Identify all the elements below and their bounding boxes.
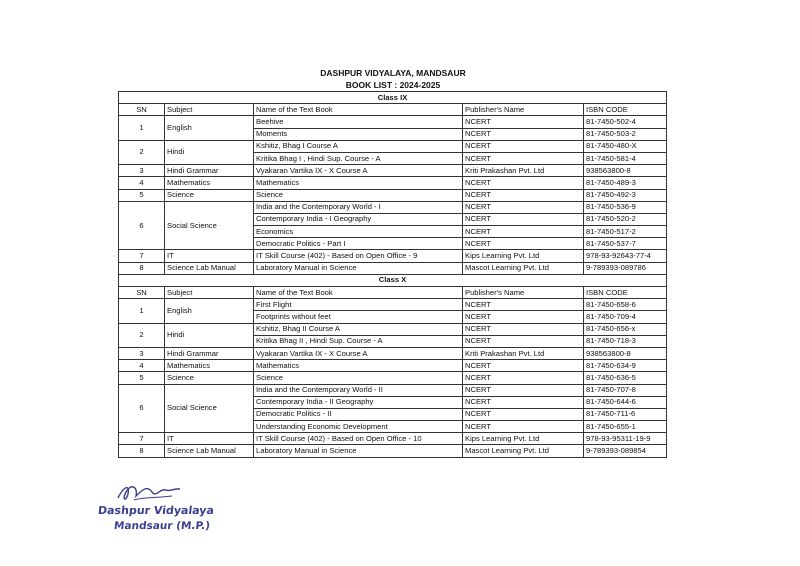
column-header-row <box>119 287 667 299</box>
book-name-cell: Understanding Economic Development <box>254 421 463 433</box>
publisher-cell: Mascot Learning Pvt. Ltd <box>463 445 584 457</box>
column-header-subject: Subject <box>165 104 254 116</box>
table-row <box>119 323 667 335</box>
isbn-cell: 9-789393-089786 <box>584 262 667 274</box>
class-section-header <box>119 92 667 104</box>
table-row <box>119 189 667 201</box>
isbn-cell: 81-7450-492-3 <box>584 189 667 201</box>
publisher-cell: Kriti Prakashan Pvt. Ltd <box>463 347 584 359</box>
serial-number: 7 <box>119 433 165 445</box>
isbn-cell: 81-7450-502-4 <box>584 116 667 128</box>
book-name-cell: Kshitiz, Bhag II Course A <box>254 323 463 335</box>
book-name-cell: Moments <box>254 128 463 140</box>
isbn-cell: 81-7450-520-2 <box>584 213 667 225</box>
publisher-cell: NCERT <box>463 396 584 408</box>
subject-cell: English <box>165 299 254 323</box>
subject-cell: Social Science <box>165 201 254 250</box>
publisher-cell: NCERT <box>463 323 584 335</box>
publisher-cell: NCERT <box>463 116 584 128</box>
book-name-cell: First Flight <box>254 299 463 311</box>
table-row <box>119 299 667 311</box>
publisher-cell: NCERT <box>463 213 584 225</box>
subject-cell: Hindi <box>165 323 254 347</box>
column-header-isbn: ISBN CODE <box>584 287 667 299</box>
class-title: Class IX <box>119 92 667 104</box>
book-name-cell: Contemporary India - II Geography <box>254 396 463 408</box>
publisher-cell: Kips Learning Pvt. Ltd <box>463 433 584 445</box>
column-header-sn: SN <box>119 287 165 299</box>
book-name-cell: Democratic Politics - Part I <box>254 238 463 250</box>
class-title: Class X <box>119 274 667 286</box>
publisher-cell: NCERT <box>463 128 584 140</box>
table-row <box>119 347 667 359</box>
subject-cell: Mathematics <box>165 177 254 189</box>
school-name: DASHPUR VIDYALAYA, MANDSAUR <box>320 68 466 78</box>
book-name-cell: Kritika Bhag I , Hindi Sup. Course - A <box>254 152 463 164</box>
serial-number: 7 <box>119 250 165 262</box>
publisher-cell: Kips Learning Pvt. Ltd <box>463 250 584 262</box>
table-row <box>119 165 667 177</box>
serial-number: 3 <box>119 347 165 359</box>
subject-cell: English <box>165 116 254 140</box>
isbn-cell: 81-7450-536-9 <box>584 201 667 213</box>
book-name-cell: Science <box>254 189 463 201</box>
column-header-sn: SN <box>119 104 165 116</box>
book-name-cell: India and the Contemporary World - II <box>254 384 463 396</box>
serial-number: 2 <box>119 140 165 164</box>
school-stamp <box>86 478 226 548</box>
publisher-cell: NCERT <box>463 226 584 238</box>
publisher-cell: NCERT <box>463 360 584 372</box>
publisher-cell: NCERT <box>463 372 584 384</box>
isbn-cell: 81-7450-707-8 <box>584 384 667 396</box>
isbn-cell: 81-7450-517-2 <box>584 226 667 238</box>
subject-cell: Science Lab Manual <box>165 262 254 274</box>
stamp-line-2: Mandsaur (M.P.) <box>113 520 211 532</box>
book-name-cell: IT Skill Course (402) - Based on Open Office - 9 <box>254 250 463 262</box>
book-name-cell: Economics <box>254 226 463 238</box>
isbn-cell: 81-7450-655-1 <box>584 421 667 433</box>
table-row <box>119 201 667 213</box>
publisher-cell: NCERT <box>463 299 584 311</box>
table-row <box>119 445 667 457</box>
book-name-cell: IT Skill Course (402) - Based on Open Office - 10 <box>254 433 463 445</box>
book-name-cell: Mathematics <box>254 360 463 372</box>
isbn-cell: 81-7450-656-x <box>584 323 667 335</box>
book-name-cell: Footprints without feet <box>254 311 463 323</box>
column-header-book: Name of the Text Book <box>254 104 463 116</box>
serial-number: 6 <box>119 384 165 433</box>
isbn-cell: 978-93-92643-77-4 <box>584 250 667 262</box>
isbn-cell: 978-93-95311-19-9 <box>584 433 667 445</box>
isbn-cell: 81-7450-581-4 <box>584 152 667 164</box>
serial-number: 8 <box>119 262 165 274</box>
book-name-cell: Mathematics <box>254 177 463 189</box>
table-row <box>119 360 667 372</box>
publisher-cell: NCERT <box>463 421 584 433</box>
table-row <box>119 250 667 262</box>
column-header-publisher: Publisher's Name <box>463 104 584 116</box>
serial-number: 3 <box>119 165 165 177</box>
serial-number: 2 <box>119 323 165 347</box>
subject-cell: Science Lab Manual <box>165 445 254 457</box>
column-header-isbn: ISBN CODE <box>584 104 667 116</box>
table-row <box>119 116 667 128</box>
isbn-cell: 81-7450-644-6 <box>584 396 667 408</box>
publisher-cell: NCERT <box>463 140 584 152</box>
book-name-cell: Vyakaran Vartika IX - X Course A <box>254 165 463 177</box>
subject-cell: Science <box>165 372 254 384</box>
subject-cell: Hindi <box>165 140 254 164</box>
table-row <box>119 177 667 189</box>
isbn-cell: 81-7450-636-5 <box>584 372 667 384</box>
isbn-cell: 81-7450-489-3 <box>584 177 667 189</box>
subject-cell: IT <box>165 433 254 445</box>
book-name-cell: Beehive <box>254 116 463 128</box>
subject-cell: Hindi Grammar <box>165 165 254 177</box>
book-list-title: BOOK LIST : 2024-2025 <box>345 80 441 90</box>
publisher-cell: Kriti Prakashan Pvt. Ltd <box>463 165 584 177</box>
isbn-cell: 9-789393-089854 <box>584 445 667 457</box>
serial-number: 1 <box>119 299 165 323</box>
publisher-cell: NCERT <box>463 201 584 213</box>
column-header-book: Name of the Text Book <box>254 287 463 299</box>
isbn-cell: 81-7450-537-7 <box>584 238 667 250</box>
table-row <box>119 372 667 384</box>
isbn-cell: 81-7450-634-9 <box>584 360 667 372</box>
signature-icon <box>114 480 184 506</box>
book-name-cell: India and the Contemporary World - I <box>254 201 463 213</box>
publisher-cell: NCERT <box>463 384 584 396</box>
table-row <box>119 433 667 445</box>
book-name-cell: Democratic Politics - II <box>254 408 463 420</box>
subject-cell: Science <box>165 189 254 201</box>
book-name-cell: Vyakaran Vartika IX - X Course A <box>254 347 463 359</box>
publisher-cell: NCERT <box>463 408 584 420</box>
subject-cell: IT <box>165 250 254 262</box>
book-name-cell: Science <box>254 372 463 384</box>
serial-number: 5 <box>119 372 165 384</box>
book-name-cell: Laboratory Manual in Science <box>254 445 463 457</box>
isbn-cell: 81-7450-718-3 <box>584 335 667 347</box>
publisher-cell: NCERT <box>463 335 584 347</box>
publisher-cell: NCERT <box>463 189 584 201</box>
publisher-cell: NCERT <box>463 177 584 189</box>
serial-number: 5 <box>119 189 165 201</box>
stamp-line-1: Dashpur Vidyalaya <box>97 504 215 517</box>
publisher-cell: NCERT <box>463 311 584 323</box>
isbn-cell: 938563800-8 <box>584 165 667 177</box>
publisher-cell: Mascot Learning Pvt. Ltd <box>463 262 584 274</box>
subject-cell: Social Science <box>165 384 254 433</box>
table-row <box>119 384 667 396</box>
isbn-cell: 81-7450-480-X <box>584 140 667 152</box>
serial-number: 6 <box>119 201 165 250</box>
book-name-cell: Kritika Bhag II , Hindi Sup. Course - A <box>254 335 463 347</box>
class-section-header <box>119 274 667 286</box>
table-row <box>119 262 667 274</box>
isbn-cell: 81-7450-658-6 <box>584 299 667 311</box>
subject-cell: Hindi Grammar <box>165 347 254 359</box>
isbn-cell: 81-7450-711-6 <box>584 408 667 420</box>
book-list-table <box>118 91 667 458</box>
column-header-row <box>119 104 667 116</box>
isbn-cell: 938563800-8 <box>584 347 667 359</box>
isbn-cell: 81-7450-709-4 <box>584 311 667 323</box>
isbn-cell: 81-7450-503-2 <box>584 128 667 140</box>
column-header-publisher: Publisher's Name <box>463 287 584 299</box>
book-name-cell: Contemporary India - I Geography <box>254 213 463 225</box>
serial-number: 4 <box>119 177 165 189</box>
publisher-cell: NCERT <box>463 152 584 164</box>
table-row <box>119 140 667 152</box>
book-name-cell: Laboratory Manual in Science <box>254 262 463 274</box>
serial-number: 4 <box>119 360 165 372</box>
publisher-cell: NCERT <box>463 238 584 250</box>
serial-number: 8 <box>119 445 165 457</box>
book-name-cell: Kshitiz, Bhag I Course A <box>254 140 463 152</box>
serial-number: 1 <box>119 116 165 140</box>
subject-cell: Mathematics <box>165 360 254 372</box>
column-header-subject: Subject <box>165 287 254 299</box>
